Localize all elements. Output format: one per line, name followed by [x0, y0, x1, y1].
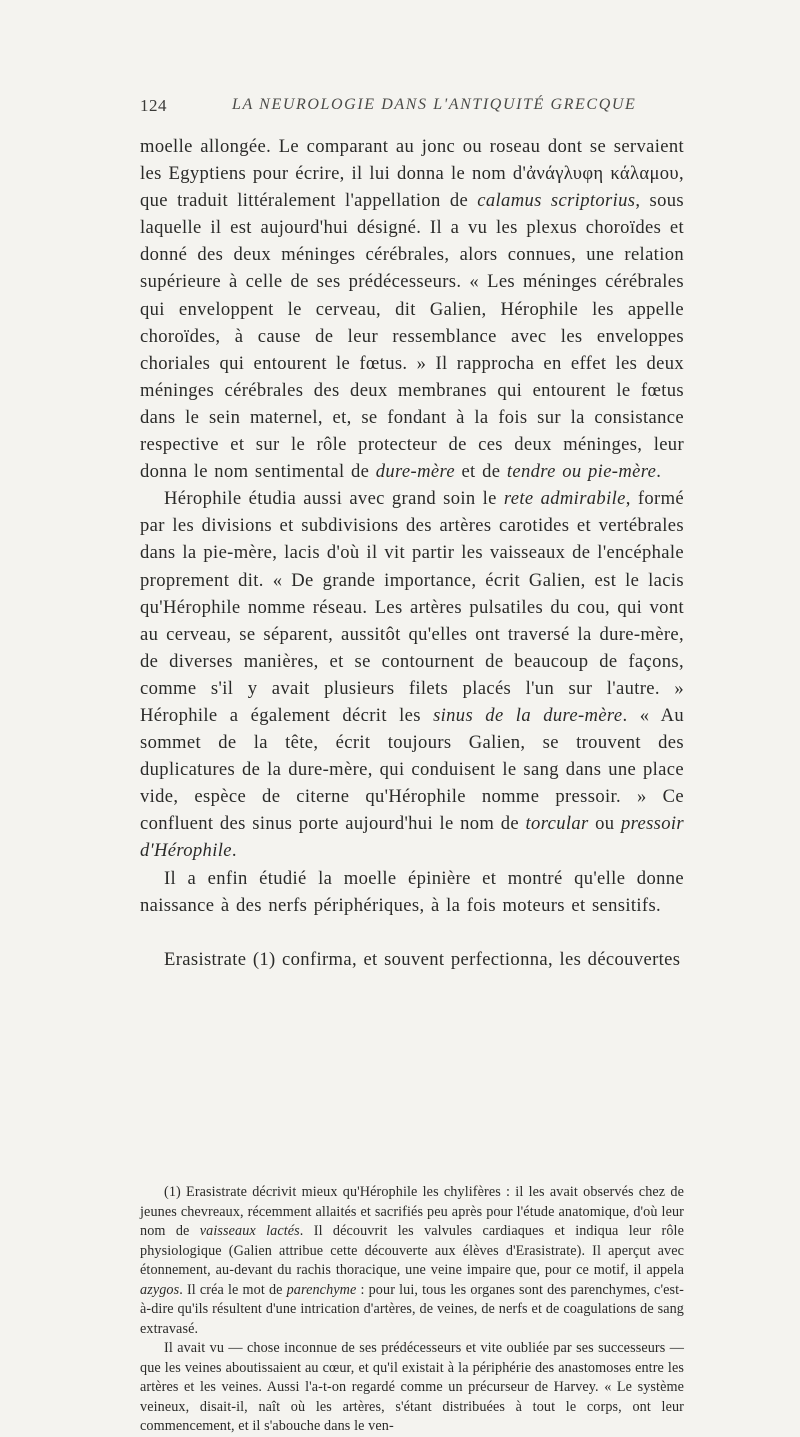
paragraph-4: Erasistrate (1) confirma, et souvent perfectionna, les découvertes [164, 948, 681, 970]
page-number: 124 [140, 96, 167, 115]
section-space [140, 919, 684, 946]
term-torcular: torcular [525, 813, 589, 835]
paragraph-2: Hérophile étudia aussi avec grand soin le rete admirabile, formé par les divisions et subdivisions des artères carotides et vertébrales dans la pie-mère, lacis d'où il vit partir les vaisseaux de l'encéphale proprement dit. « De grande importance, écrit Galien, est le lacis qu'Hérophile nomme réseau. Les artères pulsatiles du cou, qui vont au cerveau, se séparent, aussitôt qu'elles ont traversé la dure-mère, de diverses manières, et se contournent de beaucoup de façons, comme s'il y avait plusieurs filets placés l'un sur l'autre. » Hérophile a également décrit les sinus de la dure-mère. « Au sommet de la tête, écrit toujours Galien, se trouvent des duplicatures de la dure-mère, qui conduisent le sang dans une place vide, espèce de citerne qu'Hérophile nomme pressoir. » Ce confluent des sinus porte aujourd'hui le nom de torcular ou pressoir d'Hérophile. [140, 488, 685, 862]
term-parenchyme: parenchyme [286, 1281, 357, 1298]
term-tendre-pie-mere: tendre ou pie-mère [506, 461, 657, 483]
footnote-1: (1) Erasistrate décrivit mieux qu'Hérophile les chylifères : il les avait observés chez de jeunes chevreaux, récemment allaités et sacrifiés peu après pour l'étude anatomique, d'où leur nom de vaisseaux lactés. Il découvrit les valvules cardiaques et indiqua leur rôle physiologique (Galien attribue cette découverte aux élèves d'Erasistrate). Il aperçut avec étonnement, au-devant du rachis thoracique, une veine impaire que, pour ce motif, il appela azygos. Il créa le mot de parenchyme : pour lui, tous les organes sont des parenchymes, c'est-à-dire qu'ils résultent d'une intrication d'artères, de veines, de nerfs et de coagulations de sang extravasé. [140, 1184, 684, 1337]
term-sinus-dure-mere: sinus de la dure-mère [433, 704, 623, 726]
page-header [140, 96, 680, 124]
term-calamus-scriptorius: calamus scriptorius [477, 190, 636, 212]
paragraph-1: moelle allongée. Le comparant au jonc ou roseau dont se servaient les Egyptiens pour écrire, il lui donna le nom d'ἀνάγλυφη κάλαμου, que traduit littéralement l'appellation de calamus scriptorius, sous laquelle il est aujourd'hui désigné. Il a vu les plexus choroïdes et donné des deux méninges cérébrales, alors connues, une relation supérieure à celle de ses prédécesseurs. « Les méninges cérébrales qui enveloppent le cerveau, dit Galien, Hérophile les appelle choroïdes, à cause de leur ressemblance avec les enveloppes choriales qui entourent le fœtus. » Il rapprocha en effet les deux méninges cérébrales des deux membranes qui entourent le fœtus dans le sein maternel, et, se fondant à la fois sur la consistance respective et sur le rôle protecteur de ces deux méninges, leur donna le nom sentimental de dure-mère et de tendre ou pie-mère. [140, 136, 685, 483]
term-azygos: azygos [140, 1281, 180, 1298]
main-text [140, 133, 684, 973]
term-vaisseaux-lactes: vaisseaux lactés [199, 1223, 300, 1239]
running-head: LA NEUROLOGIE DANS L'ANTIQUITÉ GRECQUE [232, 96, 637, 113]
term-rete-admirabile: rete admirabile [503, 488, 626, 510]
paragraph-3: Il a enfin étudié la moelle épinière et montré qu'elle donne naissance à des nerfs périphériques, à la fois moteurs et sensitifs. [140, 867, 684, 916]
term-dure-mere: dure-mère [375, 461, 455, 483]
footnote-1-continued: Il avait vu — chose inconnue de ses prédécesseurs et vite oubliée par ses successeurs — que les veines aboutissaient au cœur, et qu'il existait à la périphérie des anastomoses entre les artères et les veines. Aussi l'a-t-on regardé comme un précurseur de Harvey. « Le système veineux, disait-il, naît où les artères, s'étant distribuées à tout le corps, ont leur commencement, et il s'abouche dans le ven- [140, 1340, 684, 1434]
term-pressoir-herophile: pressoir d'Hérophile [140, 813, 685, 862]
footnotes [140, 1183, 684, 1437]
